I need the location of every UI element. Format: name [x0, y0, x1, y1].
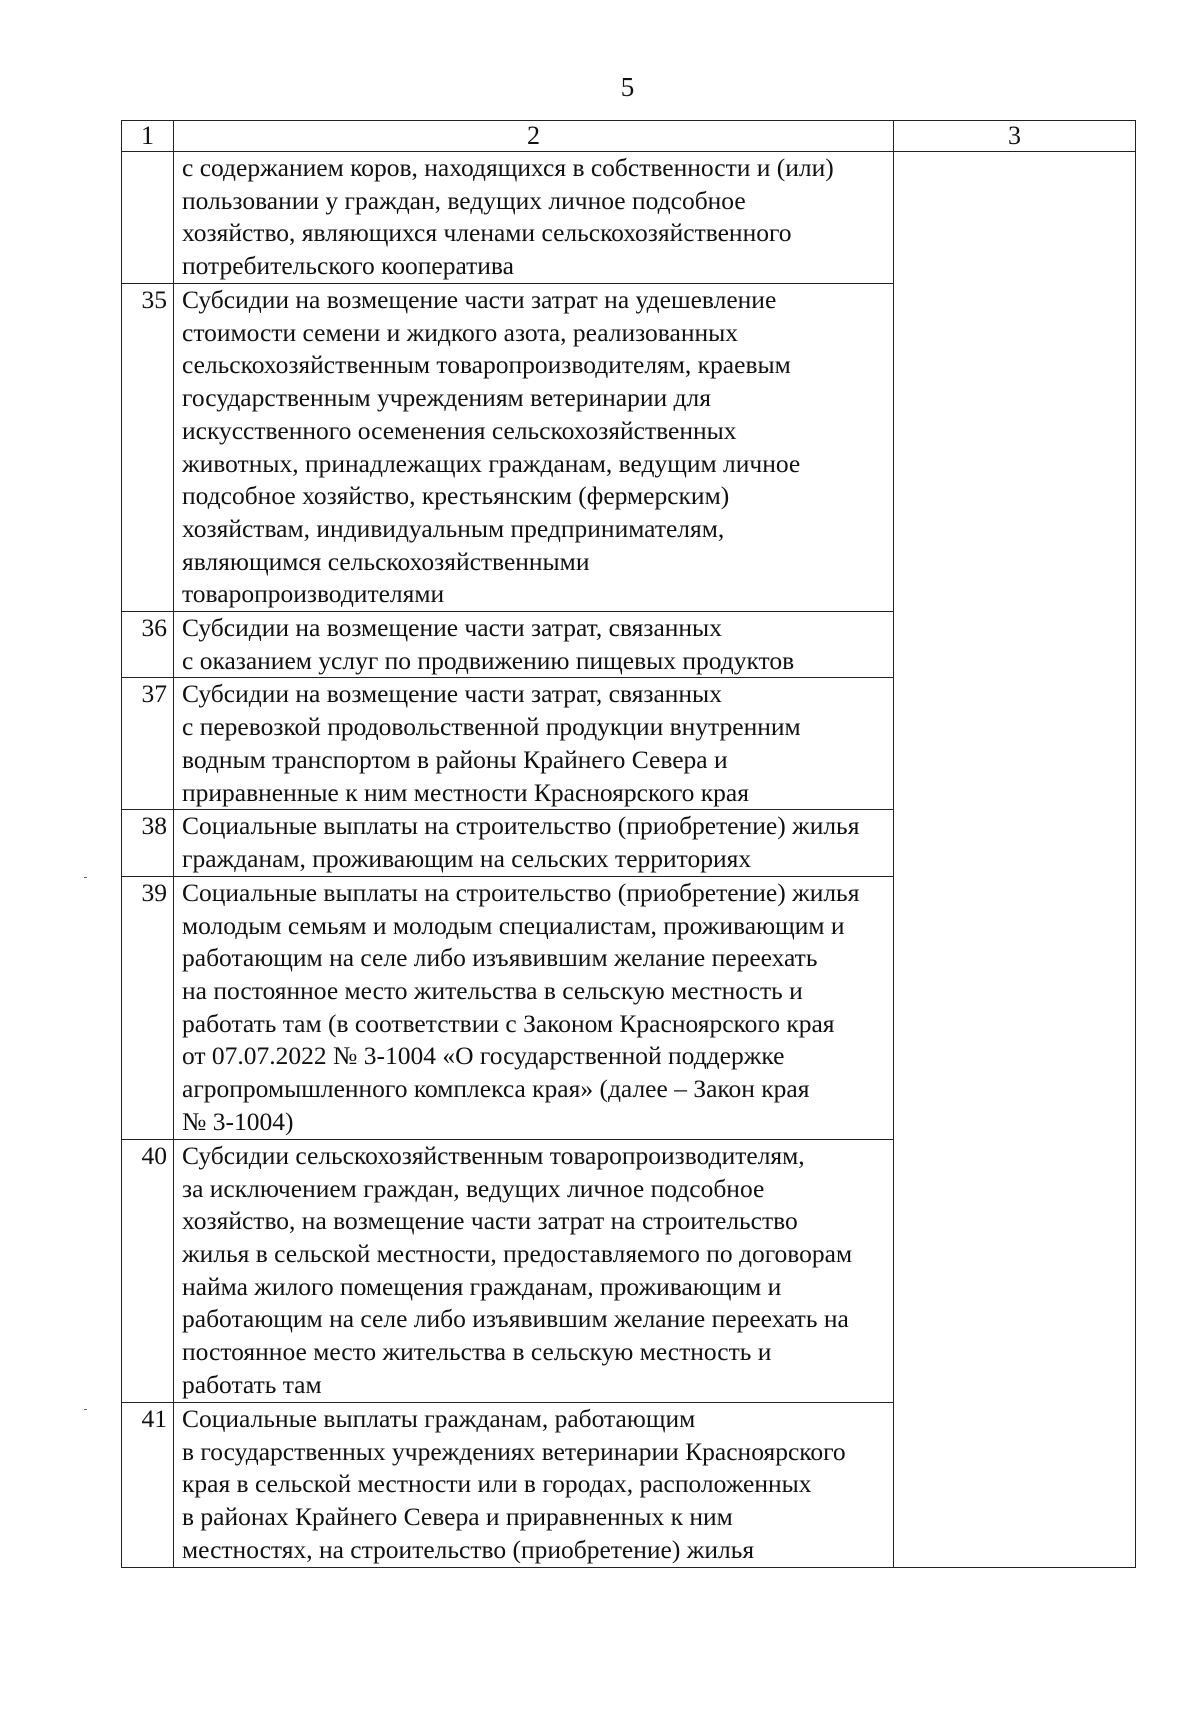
- table-row: [122, 152, 1136, 284]
- row-description: с содержанием коров, находящихся в собственности и (или) пользовании у граждан, ведущих личное подсобное хозяйство, являющихся членами сельскохозяйственного потребительского кооператива: [174, 152, 894, 284]
- row-description: Социальные выплаты на строительство (приобретение) жилья гражданам, проживающим на сельских территориях: [174, 810, 894, 876]
- table-header-row: [122, 121, 1136, 152]
- page-number: 5: [620, 72, 635, 102]
- column-header-2: 2: [174, 121, 894, 152]
- column-header-1: 1: [122, 121, 174, 152]
- scan-margin-mark: [84, 1409, 87, 1410]
- row-description: Субсидии на возмещение части затрат, связанных с оказанием услуг по продвижению пищевых продуктов: [174, 612, 894, 678]
- row-description: Субсидии на возмещение части затрат, связанных с перевозкой продовольственной продукции внутренним водным транспортом в районы Крайнего Севера и приравненные к ним местности Красноярского края: [174, 678, 894, 810]
- column-header-3: 3: [894, 121, 1136, 152]
- row-number: [122, 152, 174, 284]
- row-description: Социальные выплаты на строительство (приобретение) жилья молодым семьям и молодым специалистам, проживающим и работающим на селе либо изъявившим желание переехать на постоянное место жительства в сельскую местность и работать там (в соответствии с Законом Красноярского края от 07.07.2022 № 3-1004 «О государственной поддержке агропромышленного комплекса края» (далее – Закон края № 3-1004): [174, 876, 894, 1139]
- row-number: 35: [122, 284, 174, 612]
- row-description: Субсидии сельскохозяйственным товаропроизводителям, за исключением граждан, ведущих личное подсобное хозяйство, на возмещение части затрат на строительство жилья в сельской местности, предоставляемого по договорам найма жилого помещения гражданам, проживающим и работающим на селе либо изъявившим желание переехать на постоянное место жительства в сельскую местность и работать там: [174, 1139, 894, 1402]
- row-extra: [894, 152, 1136, 1568]
- row-number: 41: [122, 1402, 174, 1567]
- row-number: 38: [122, 810, 174, 876]
- row-number: 39: [122, 876, 174, 1139]
- row-description: Субсидии на возмещение части затрат на удешевление стоимости семени и жидкого азота, реализованных сельскохозяйственным товаропроизводителям, краевым государственным учреждениям ветеринарии для искусственного осеменения сельскохозяйственных животных, принадлежащих гражданам, ведущим личное подсобное хозяйство, крестьянским (фермерским) хозяйствам, индивидуальным предпринимателям, являющимся сельскохозяйственными товаропроизводителями: [174, 284, 894, 612]
- row-description: Социальные выплаты гражданам, работающим в государственных учреждениях ветеринарии Красноярского края в сельской местности или в городах, расположенных в районах Крайнего Севера и приравненных к ним местностях, на строительство (приобретение) жилья: [174, 1402, 894, 1567]
- row-number: 36: [122, 612, 174, 678]
- document-table: [121, 120, 1136, 1568]
- row-number: 40: [122, 1139, 174, 1402]
- row-number: 37: [122, 678, 174, 810]
- scan-margin-mark: [84, 877, 87, 878]
